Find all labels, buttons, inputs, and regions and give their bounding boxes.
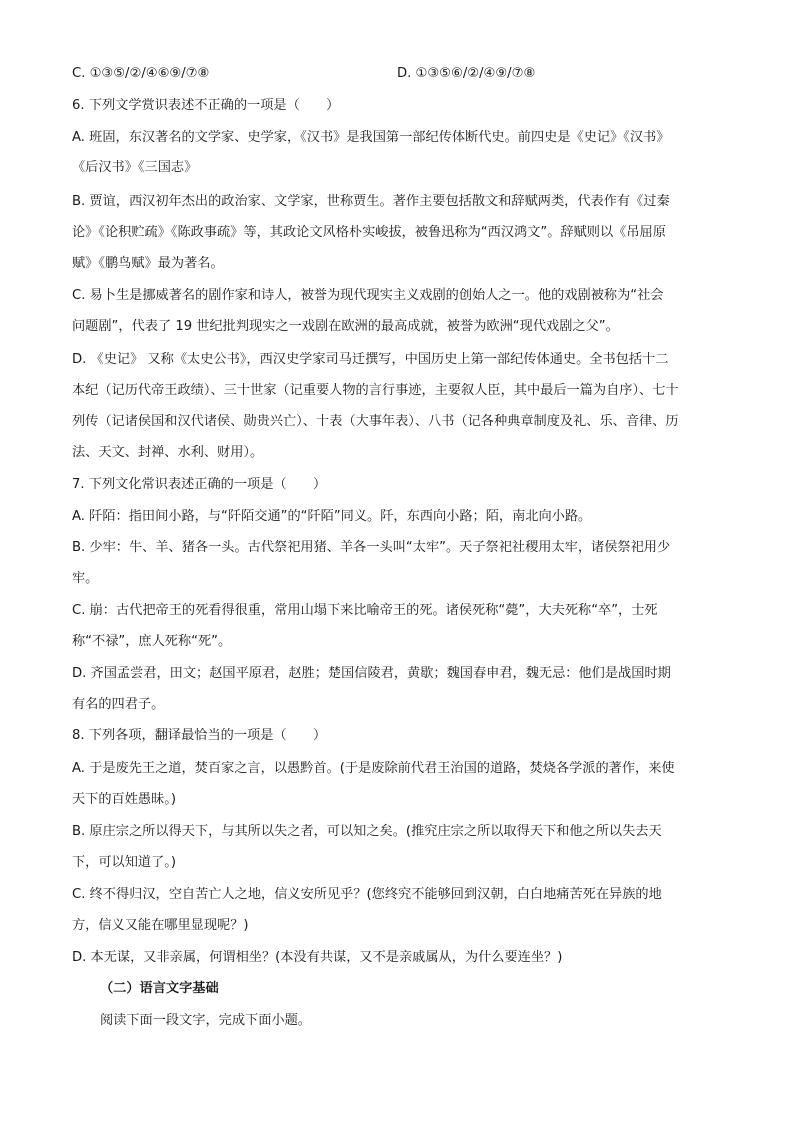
q7-c-line1: C. 崩：古代把帝王的死看得很重，常用山塌下来比喻帝王的死。诸侯死称“薨”，大夫死称“卒”，士死 (72, 603, 658, 618)
q6-a-line2: 《后汉书》《三国志》 (72, 160, 198, 175)
section-instruction: 阅读下面一段文字，完成下面小题。 (100, 1013, 311, 1028)
q8-b-line1: B. 原庄宗之所以得天下，与其所以失之者，可以知之矣。(推究庄宗之所以取得天下和他之所以失去天 (72, 824, 662, 839)
q7-d-line2: 有名的四君子。 (72, 697, 165, 712)
q6-b-line2: 论》《论积贮疏》《陈政事疏》等，其政论文风格朴实峻拔，被鲁迅称为“西汉鸿文”。辞赋则以《吊屈原 (72, 225, 666, 240)
q7-b-line1: B. 少牢：牛、羊、猪各一头。古代祭祀用猪、羊各一头叫“太牢”。天子祭祀社稷用太牢，诸侯祭祀用少 (72, 540, 671, 555)
q6-c-line1: C. 易卜生是挪威著名的剧作家和诗人，被誉为现代现实主义戏剧的创始人之一。他的戏剧被称为“社会 (72, 288, 664, 303)
q8-d-line1: D. 本无谋，又非亲属，何谓相坐？(本没有共谋，又不是亲戚属从，为什么要连坐？) (72, 950, 563, 965)
q6-b-line3: 赋》《鹏鸟赋》最为著名。 (72, 256, 224, 271)
q6-d-line1: D. 《史记》 又称《太史公书》，西汉史学家司马迁撰写，中国历史上第一部纪传体通史。全书包括十二 (72, 352, 669, 367)
q6-d-line3: 列传（记诸侯国和汉代诸侯、勋贵兴亡）、十表（大事年表）、八书（记各种典章制度及礼、乐、音律、历 (72, 414, 679, 429)
q7-c-line2: 称“不禄”，庶人死称“死”。 (72, 634, 232, 649)
q7-stem: 7. 下列文化常识表述正确的一项是（ ） (72, 477, 327, 492)
q8-c-line1: C. 终不得归汉，空自苦亡人之地，信义安所见乎？(您终究不能够回到汉朝，白白地痛苦死在异族的地 (72, 887, 662, 902)
option-c: C. ①③⑤/②/④⑥⑨/⑦⑧ (72, 66, 210, 81)
q7-b-line2: 牢。 (72, 571, 99, 586)
q8-a-line2: 天下的百姓愚昧。) (72, 792, 177, 807)
q8-b-line2: 下，可以知道了。) (72, 855, 177, 870)
q8-stem: 8. 下列各项，翻译最恰当的一项是（ ） (72, 728, 327, 743)
q6-d-line4: 法、天文、封禅、水利、财用）。 (72, 445, 264, 460)
q6-b-line1: B. 贾谊，西汉初年杰出的政治家、文学家，世称贾生。著作主要包括散文和辞赋两类，代表作有《过秦 (72, 194, 670, 209)
q6-stem: 6. 下列文学赏识表述不正确的一项是（ ） (72, 98, 340, 113)
q7-a-line1: A. 阡陌：指田间小路，与“阡陌交通”的“阡陌”同义。阡，东西向小路；陌，南北向小路。 (72, 509, 592, 524)
q7-d-line1: D. 齐国孟尝君，田文；赵国平原君，赵胜；楚国信陵君，黄歇；魏国春申君，魏无忌：他们是战国时期 (72, 666, 671, 681)
section-heading: （二）语言文字基础 (100, 981, 219, 996)
option-d: D. ①③⑤⑥/②/④⑨/⑦⑧ (397, 66, 536, 81)
q6-d-line2: 本纪（记历代帝王政绩）、三十世家（记重要人物的言行事迹，主要叙人臣，其中最后一篇为自序）、七十 (72, 383, 679, 398)
q6-a-line1: A. 班固，东汉著名的文学家、史学家，《汉书》是我国第一部纪传体断代史。前四史是《史记》《汉书》 (72, 130, 670, 145)
q6-c-line2: 问题剧”，代表了 19 世纪批判现实之一戏剧在欧洲的最高成就，被誉为欧洲“现代戏剧之父”。 (72, 319, 619, 334)
q8-c-line2: 方，信义又能在哪里显现呢？) (72, 918, 249, 933)
q8-a-line1: A. 于是废先王之道，焚百家之言，以愚黔首。(于是废除前代君王治国的道路，焚烧各学派的著作，来使 (72, 761, 675, 776)
